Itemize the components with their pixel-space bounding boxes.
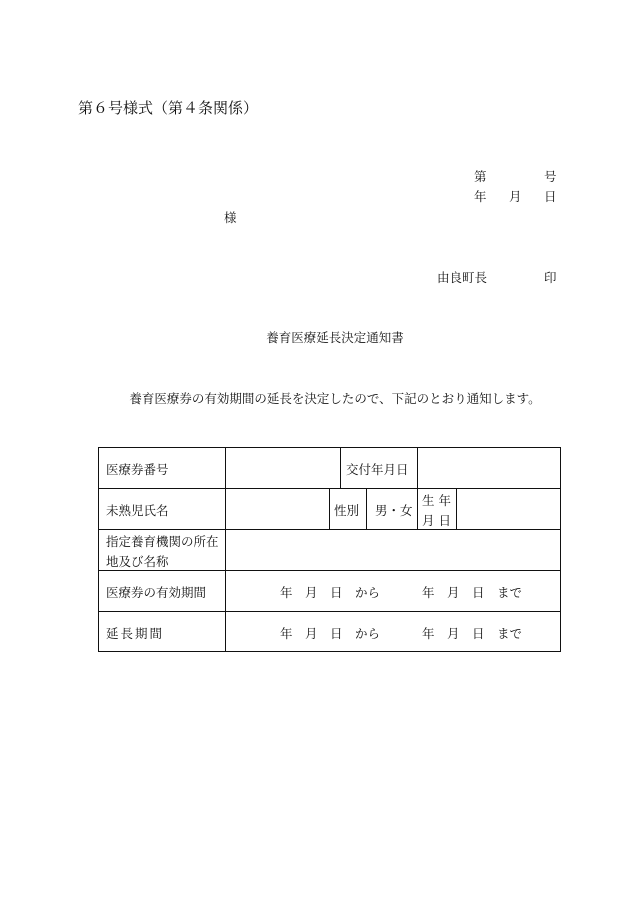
issue-date-label: 交付年月日: [346, 462, 409, 477]
row-divider: [99, 570, 560, 571]
infant-name-label: 未熟児氏名: [106, 503, 169, 518]
sex-options: 男・女: [375, 503, 413, 518]
validity-period-from: 年 月 日 から: [280, 585, 381, 600]
birth-date-label-line1: 生 年: [422, 493, 451, 508]
ticket-number-label: 医療券番号: [106, 462, 169, 477]
date-day-label: 日: [544, 189, 557, 204]
institution-label-line1: 指定養育機関の所在: [106, 534, 219, 549]
body-text: 養育医療券の有効期間の延長を決定したので、下記のとおり通知します。: [129, 391, 541, 406]
date-month-label: 月: [509, 189, 522, 204]
issuer-name: 由良町長: [437, 270, 488, 285]
addressee-suffix: 様: [224, 210, 237, 225]
label-column-divider: [225, 448, 226, 651]
institution-label-line2: 地及び名称: [106, 554, 169, 569]
issue-number-prefix: 第: [474, 169, 487, 184]
extension-period-from: 年 月 日 から: [280, 626, 381, 641]
row-divider: [99, 529, 560, 530]
extension-period-label: 延長期間: [106, 626, 165, 641]
issue-number-suffix: 号: [544, 169, 557, 184]
column-divider: [417, 488, 418, 529]
column-divider: [417, 448, 418, 488]
form-number: 第６号様式（第４条関係）: [78, 99, 259, 117]
sex-label: 性別: [334, 503, 360, 518]
notice-table: [98, 447, 561, 652]
birth-date-label-line2: 月 日: [422, 513, 451, 528]
seal-mark: 印: [544, 270, 557, 285]
date-year-label: 年: [474, 189, 487, 204]
row-divider: [99, 611, 560, 612]
column-divider: [456, 488, 457, 529]
document-title: 養育医療延長決定通知書: [266, 330, 404, 345]
column-divider: [340, 448, 341, 488]
validity-period-to: 年 月 日 まで: [422, 585, 523, 600]
column-divider: [329, 488, 330, 529]
extension-period-to: 年 月 日 まで: [422, 626, 523, 641]
validity-period-label: 医療券の有効期間: [106, 585, 207, 600]
column-divider: [366, 488, 367, 529]
